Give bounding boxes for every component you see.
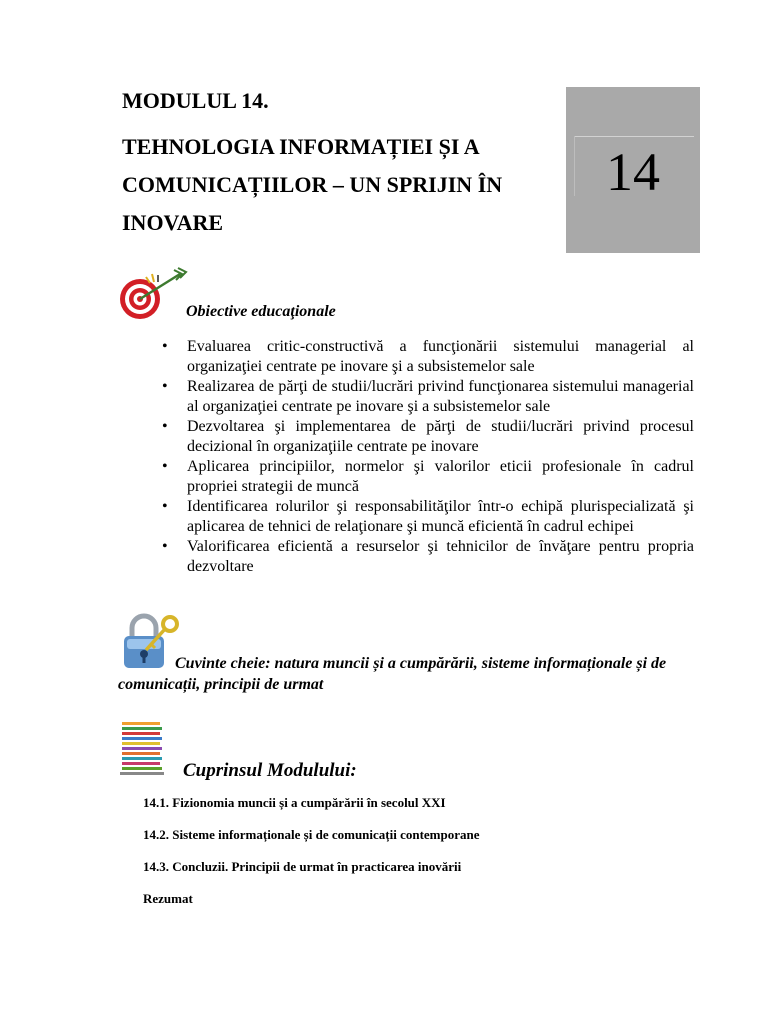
book-8 [122,757,162,760]
arrow-fletching [174,268,186,280]
contents-heading: Cuprinsul Modulului: [183,760,357,781]
objective-item: • Evaluarea critic-constructivă a funcţionării sistemului managerial al organizaţiei centrate pe inovare şi a subsistemelor sale [162,337,694,377]
book-9 [122,762,160,765]
toc-item: 14.2. Sisteme informaționale și de comunicații contemporane [143,827,480,842]
book-3 [122,732,160,735]
padlock-shackle [132,616,156,638]
book-6 [122,747,162,750]
objective-item: • Dezvoltarea şi implementarea de părţi de studii/lucrări privind procesul decizional în organizaţiile centrate pe inovare [162,417,694,457]
book-stack-base [120,772,164,775]
spark-mark-1 [152,274,154,282]
number-box-line [574,136,694,137]
keywords-paragraph [118,653,694,695]
objective-item: • Realizarea de părţi de studii/lucrări privind funcţionarea sistemului managerial al organizaţiei centrate pe inovare şi a subsistemelor sale [162,377,694,417]
objectives-list [162,337,694,577]
book-1 [122,722,160,725]
key-bow [163,617,177,631]
keywords-label: Cuvinte cheie: [175,655,271,672]
book-5 [122,742,160,745]
toc-item: 14.1. Fizionomia muncii și a cumpărării în secolul XXI [143,795,446,810]
module-label: MODULUL 14. [122,88,269,113]
module-number: 14 [606,142,660,202]
toc-item: Rezumat [143,891,193,906]
objective-item: • Identificarea rolurilor şi responsabilităţilor într-o echipă plurispecializată şi aplicarea de tehnici de relaţionare şi muncă eficientă în cadrul echipei [162,497,694,537]
book-2 [122,727,162,730]
module-title: TEHNOLOGIA INFORMAȚIEI ȘI A COMUNICAȚIILOR – UN SPRIJIN ÎN INOVARE [122,134,503,235]
objective-item: • Aplicarea principiilor, normelor şi valorilor eticii profesionale în cadrul propriei strategii de muncă [162,457,694,497]
objective-item: • Valorificarea eficientă a resurselor şi tehnicilor de învăţare pentru propria dezvoltare [162,537,694,577]
book-7 [122,752,160,755]
book-stack-icon [118,720,166,778]
module-number-box [566,87,700,253]
keywords-text: natura muncii și a cumpărării, sisteme informaționale și de comunicații, principii de urmat [118,655,667,693]
target-arrow-icon [116,266,188,326]
objectives-heading: Obiective educaţionale [186,303,336,320]
book-10 [122,767,162,770]
book-4 [122,737,162,740]
toc-item: 14.3. Concluzii. Principii de urmat în practicarea inovării [143,859,462,874]
